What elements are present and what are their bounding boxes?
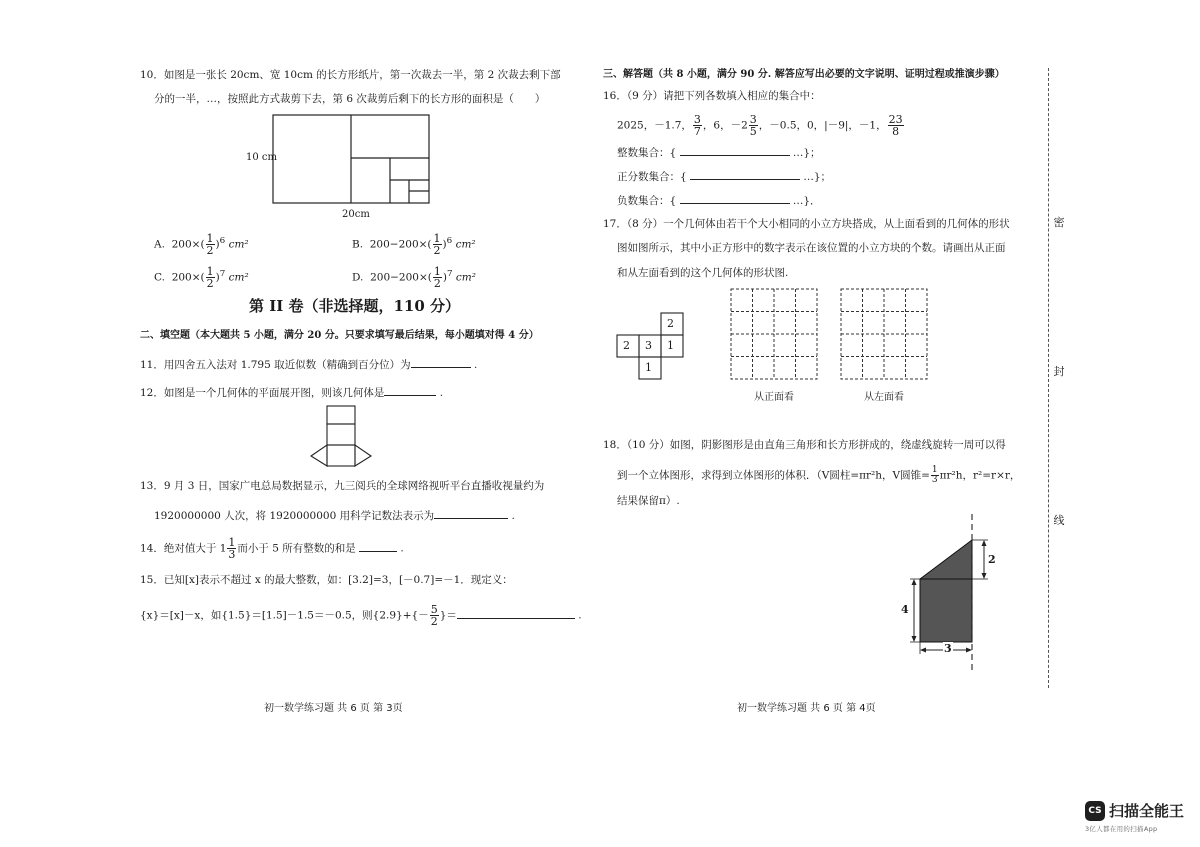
q12-net-figure [306,404,376,470]
cell-number: 2 [667,317,674,330]
q18-rotation-figure [900,512,1000,672]
q11-answer-blank[interactable] [411,357,471,368]
negatives-answer-blank[interactable] [680,193,790,204]
q15-line1: 15．已知[x]表示不超过 x 的最大整数，如：[3.2]=3，[－0.7]=－1．现定义： [140,574,513,586]
front-view-grid[interactable] [730,288,818,380]
q15-answer-blank[interactable] [457,608,575,619]
q15-line2: {x}＝[x]－x，如{1.5}＝[1.5]－1.5＝－0.5，则{2.9}+{－ $\frac{5}{2}$ }＝ . [140,603,582,628]
q17-top-view [612,312,692,382]
dimension-left: 4 [901,603,909,616]
set-negatives: 负数集合：{ …}． [617,195,821,207]
q13-line2: 1920000000 人次，将 1920000000 用科学记数法表示为 . [154,510,515,522]
q10-line2: 分的一半，…，按照此方式裁剪下去，第 6 次裁剪后剩下的长方形的面积是（ ） [154,93,546,105]
left-view-grid[interactable] [840,288,928,380]
option-b: B. 200−200×( $\frac{1}{2}$ )$^6$ cm² [352,232,476,257]
dimension-top: 2 [988,553,996,566]
q12-answer-blank[interactable] [384,385,436,396]
front-view-label: 从正面看 [754,392,794,403]
q13-answer-blank[interactable] [434,508,508,519]
q11: 11．用四舍五入法对 1.795 取近似数（精确到百分位）为 . [140,359,478,371]
q17-line3: 和从左面看到的这个几何体的形状图. [617,267,789,279]
q18-line3: 结果保留π）. [617,495,680,507]
option-a: A. 200×( $\frac{1}{2}$ )$^6$ cm² [154,232,249,257]
option-c: C. 200×( $\frac{1}{2}$ )$^7$ cm² [154,265,249,290]
q16-number-list: 2025，－1.7， $\frac{3}{7}$ ，6，－2 $\frac{3}{5}$ ，－0.5，0，|－9|，－1， $\frac{23}{8}$ [617,113,903,138]
q14-answer-blank[interactable] [359,541,397,552]
q16-title: 16．（9 分）请把下列各数填入相应的集合中： [603,90,821,102]
binding-dashed-line [1048,68,1049,688]
option-d: D. 200−200×( $\frac{1}{2}$ )$^7$ cm² [352,265,476,290]
set-positive-fractions: 正分数集合：{ …}； [617,171,832,183]
side-char: 线 [1053,514,1065,527]
q17-line2: 图如图所示，其中小正方形中的数字表示在该位置的小立方块的个数。请画出从正面 [617,242,1006,254]
q10-height-label: 10 cm [246,152,277,163]
watermark-tagline: 3亿人都在用的扫描App [1085,825,1158,833]
right-page-footer: 初一数学练习题 共 6 页 第 4页 [737,703,876,714]
section3-header: 三、解答题（共 8 小题，满分 90 分. 解答应写出必要的文字说明、证明过程或推演步骤） [603,69,1005,80]
q14: 14．绝对值大于 1 $\frac{1}{3}$ 而小于 5 所有整数的和是 . [140,536,404,561]
watermark-app-name: 扫描全能王 [1109,802,1185,820]
part2-title: 第 II 卷（非选择题，110 分） [249,297,461,315]
cell-number: 3 [645,339,652,352]
left-view-label: 从左面看 [864,392,904,403]
section2-header: 二、填空题（本大题共 5 小题，满分 20 分。只要求填写最后结果，每小题填对得 4 分） [140,330,539,341]
q17-line1: 17．（8 分）一个几何体由若干个大小相同的小立方块搭成，从上面看到的几何体的形状 [603,218,1010,230]
q10-line1: 10．如图是一张长 20cm、宽 10cm 的长方形纸片，第一次裁去一半，第 2 次裁去剩下部 [140,69,561,81]
cell-number: 1 [667,339,674,352]
scanner-watermark [1085,800,1185,833]
dimension-bottom: 3 [944,642,952,655]
q13-line1: 13．9 月 3 日，国家广电总局数据显示，九三阅兵的全球网络视听平台直播收视量约为 [140,480,545,492]
left-page-footer: 初一数学练习题 共 6 页 第 3页 [264,703,403,714]
side-char: 封 [1053,365,1065,378]
q12: 12．如图是一个几何体的平面展开图，则该几何体是 . [140,387,444,399]
cell-number: 1 [645,361,652,374]
q18-line2: 到一个立体图形，求得到立体图形的体积．（V圆柱=πr²h，V圆锥= $\frac{1}{3}$ πr²h，r²=r×r， [617,465,1021,485]
camscanner-logo-icon: CS [1085,801,1105,821]
q18-line1: 18．（10 分）如图，阴影图形是由直角三角形和长方形拼成的，绕虚线旋转一周可以得 [603,439,1006,451]
side-char: 密 [1053,216,1065,229]
set-integers: 整数集合：{ …}； [617,147,821,159]
q10-width-label: 20cm [342,209,370,220]
cell-number: 2 [623,339,630,352]
positive-fractions-answer-blank[interactable] [690,169,800,180]
integers-answer-blank[interactable] [680,145,790,156]
